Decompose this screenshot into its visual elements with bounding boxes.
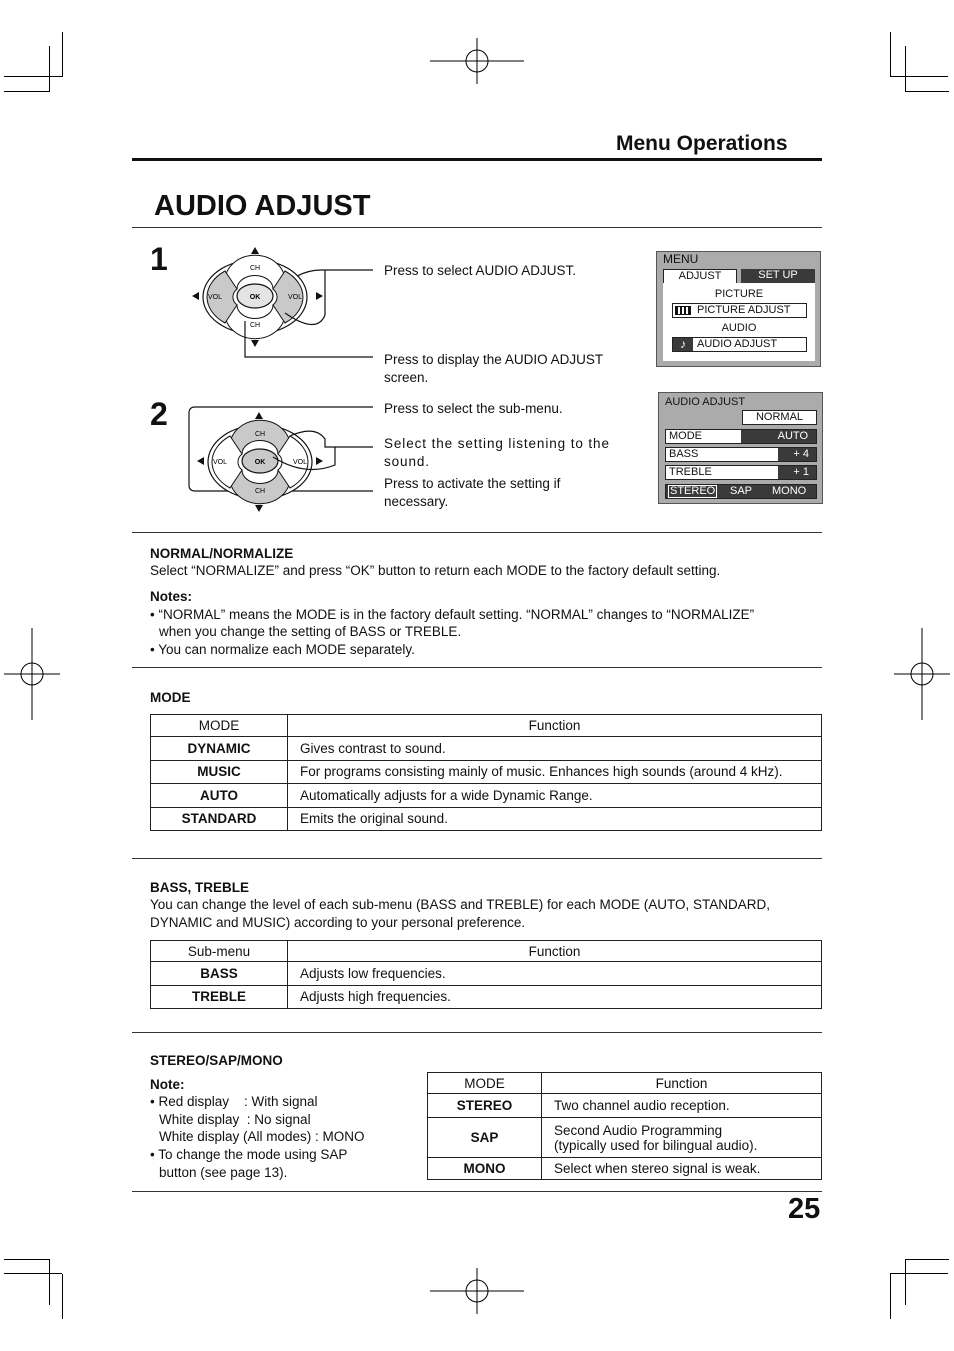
vol-left-label-2: VOL xyxy=(212,459,228,466)
step1-caption-1: Press to select AUDIO ADJUST. xyxy=(384,263,577,278)
table-row xyxy=(151,807,822,831)
page-number: 25 xyxy=(788,1193,821,1225)
submenu-cell: BASS xyxy=(151,962,288,986)
treble-row[interactable] xyxy=(665,465,817,480)
table-row xyxy=(151,760,822,784)
mode-cell: STANDARD xyxy=(151,807,288,831)
note-line-2: White display : No signal xyxy=(159,1112,311,1127)
ch-down-label-2: CH xyxy=(254,488,266,495)
ch-up-label-2: CH xyxy=(254,431,266,438)
note-line-4: • To change the mode using SAP xyxy=(150,1147,348,1162)
registration-mark-top xyxy=(430,38,524,86)
bass-treble-text-line-1: You can change the level of each sub-menu (BASS and TREBLE) for each MODE (AUTO, STANDARD, xyxy=(150,897,771,912)
ch-up-label: CH xyxy=(249,265,261,272)
table-row xyxy=(151,737,822,761)
function-cell: Two channel audio reception. xyxy=(542,1094,822,1118)
ch-down-label: CH xyxy=(249,322,261,329)
column-header: Sub-menu xyxy=(151,941,288,962)
notes-heading: Notes: xyxy=(150,589,193,604)
step-number-1: 1 xyxy=(150,241,168,277)
divider xyxy=(132,532,822,533)
divider xyxy=(132,667,822,668)
mono-option: MONO xyxy=(772,485,807,497)
column-header: Function xyxy=(288,941,822,962)
table-row xyxy=(428,1158,822,1180)
audio-adjust-screen xyxy=(658,392,823,504)
step1-caption-2: Press to display the AUDIO ADJUST screen. xyxy=(384,352,603,385)
mode-cell: MUSIC xyxy=(151,760,288,784)
header-rule xyxy=(132,158,822,161)
mode-row[interactable] xyxy=(665,429,817,444)
vol-right-label: VOL xyxy=(287,294,303,301)
picture-adjust-item[interactable] xyxy=(672,303,807,318)
vol-left-label: VOL xyxy=(207,294,223,301)
page-title: AUDIO ADJUST xyxy=(154,190,371,222)
bass-row[interactable] xyxy=(665,447,817,462)
function-cell: Adjusts low frequencies. xyxy=(288,962,822,986)
treble-row-label: TREBLE xyxy=(669,466,712,478)
column-header: Function xyxy=(288,715,822,737)
note-line-3: White display (All modes) : MONO xyxy=(159,1129,365,1144)
mode-table xyxy=(150,714,822,831)
mode-cell: DYNAMIC xyxy=(151,737,288,761)
tab-setup[interactable]: SET UP xyxy=(741,269,815,283)
function-cell: Automatically adjusts for a wide Dynamic Range. xyxy=(288,784,822,808)
bass-treble-text-line-2: DYNAMIC and MUSIC) according to your personal preference. xyxy=(150,915,526,930)
audio-adjust-label: AUDIO ADJUST xyxy=(697,338,778,350)
mode-cell: STEREO xyxy=(428,1094,542,1118)
column-header: MODE xyxy=(151,715,288,737)
note-1-line-1: • “NORMAL” means the MODE is in the factory default setting. “NORMAL” changes to “NORMALIZE” xyxy=(150,607,755,622)
audio-label: AUDIO xyxy=(721,322,757,334)
bass-row-label: BASS xyxy=(669,448,699,460)
bass-row-value: + 4 xyxy=(778,448,816,461)
normal-button[interactable]: NORMAL xyxy=(742,410,817,425)
table-row xyxy=(151,985,822,1009)
function-cell: Gives contrast to sound. xyxy=(288,737,822,761)
function-cell: Select when stereo signal is weak. xyxy=(542,1158,822,1180)
table-row xyxy=(428,1118,822,1158)
vol-right-label-2: VOL xyxy=(292,459,308,466)
mode-cell: SAP xyxy=(428,1118,542,1158)
audio-screen-title: AUDIO ADJUST xyxy=(665,396,746,408)
menu-title: MENU xyxy=(663,252,699,266)
sap-option: SAP xyxy=(730,485,753,497)
function-cell: Adjusts high frequencies. xyxy=(288,985,822,1009)
note-2: • You can normalize each MODE separately. xyxy=(150,642,415,657)
note-1-line-2: when you change the setting of BASS or TREBLE. xyxy=(159,624,462,639)
table-row xyxy=(151,784,822,808)
divider xyxy=(132,227,822,228)
note-heading: Note: xyxy=(150,1077,185,1092)
column-header: Function xyxy=(542,1073,822,1094)
ok-label-2: OK xyxy=(254,459,266,466)
step2-caption-3: Press to activate the setting if necessary. xyxy=(384,476,561,509)
sound-mode-row[interactable] xyxy=(665,484,817,499)
table-header-row xyxy=(151,715,822,737)
function-line: (typically used for bilingual audio). xyxy=(554,1137,758,1153)
note-line-5: button (see page 13). xyxy=(159,1165,288,1180)
mode-cell: AUTO xyxy=(151,784,288,808)
normalize-text: Select “NORMALIZE” and press “OK” button to return each MODE to the factory default setting. xyxy=(150,563,721,578)
stereo-table xyxy=(427,1072,822,1180)
mode-row-value: AUTO xyxy=(741,430,816,443)
section-title: Menu Operations xyxy=(616,132,788,155)
picture-label: PICTURE xyxy=(714,288,764,300)
picture-icon xyxy=(675,306,691,315)
step2-caption-2: Select the setting listening to the sound. xyxy=(384,436,610,469)
column-header: MODE xyxy=(428,1073,542,1094)
step2-caption-1: Press to select the sub-menu. xyxy=(384,401,563,416)
audio-adjust-item[interactable] xyxy=(672,337,807,352)
mode-row-label: MODE xyxy=(669,430,702,442)
bass-treble-table xyxy=(150,940,822,1009)
menu-screen xyxy=(656,251,821,367)
ok-label: OK xyxy=(249,294,261,301)
normalize-heading: NORMAL/NORMALIZE xyxy=(150,546,294,561)
picture-adjust-label: PICTURE ADJUST xyxy=(697,304,791,316)
stereo-option: STEREO xyxy=(670,485,716,497)
music-note-icon: ♪ xyxy=(673,338,693,351)
function-line: Second Audio Programming xyxy=(554,1122,723,1138)
registration-mark-left xyxy=(4,628,60,720)
function-cell: For programs consisting mainly of music. Enhances high sounds (around 4 kHz). xyxy=(288,760,822,784)
table-header-row xyxy=(428,1073,822,1094)
remote-control-diagram-2 xyxy=(185,405,375,517)
divider xyxy=(132,1032,822,1033)
function-cell: Emits the original sound. xyxy=(288,807,822,831)
treble-row-value: + 1 xyxy=(778,466,816,479)
stereo-heading: STEREO/SAP/MONO xyxy=(150,1053,283,1068)
table-header-row xyxy=(151,941,822,962)
table-row xyxy=(151,962,822,986)
divider xyxy=(132,858,822,859)
submenu-cell: TREBLE xyxy=(151,985,288,1009)
bass-treble-heading: BASS, TREBLE xyxy=(150,880,250,895)
step-number-2: 2 xyxy=(150,396,168,432)
mode-cell: MONO xyxy=(428,1158,542,1180)
remote-control-diagram-1 xyxy=(185,243,375,363)
tab-adjust[interactable]: ADJUST xyxy=(663,269,737,283)
registration-mark-right xyxy=(894,628,950,720)
table-row xyxy=(428,1094,822,1118)
function-cell xyxy=(542,1118,822,1158)
registration-mark-bottom xyxy=(430,1268,524,1316)
divider xyxy=(132,1191,822,1192)
note-line-1: • Red display : With signal xyxy=(150,1094,318,1109)
mode-heading: MODE xyxy=(150,690,191,705)
